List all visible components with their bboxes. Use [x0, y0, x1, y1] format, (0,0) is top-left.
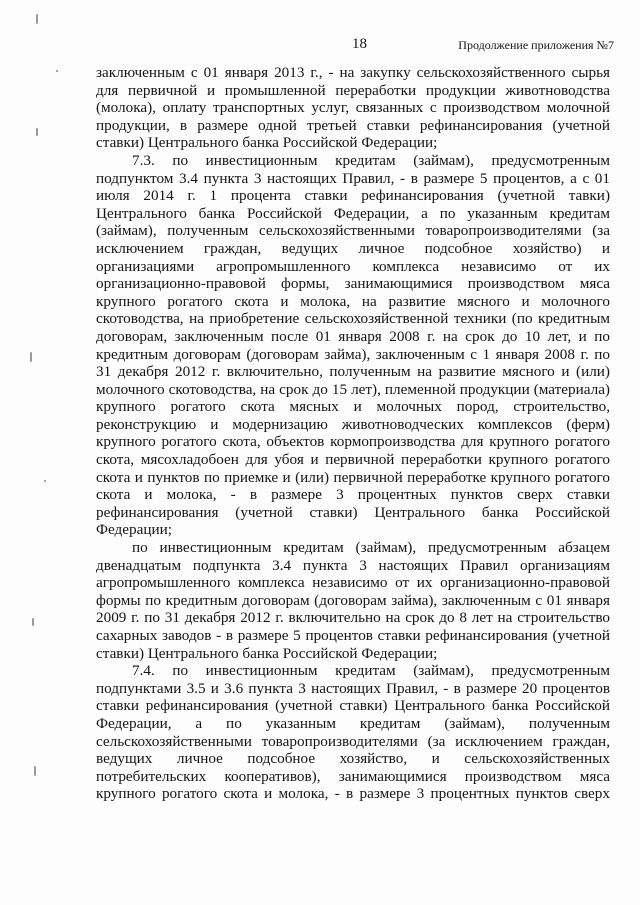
paragraph-continuation: заключенным с 01 января 2013 г., - на закупку сельскохозяйственного сырья для первичной и промышленной переработки продукции животноводства (молока), оплату транспортных услуг, связанных с производством молочной продукции, в размере одной третьей ставки рефинансирования (учетной ставки) Центрального банка Российской Федерации; [96, 64, 610, 152]
paragraph-7-3: 7.3. по инвестиционным кредитам (займам), предусмотренным подпунктом 3.4 пункта 3 настоящих Правил, - в размере 5 процентов, а с 01 июля 2014 г. 1 процента ставки рефинансирования (учетной тавки) Центрального банка Российской Федерации, а по указанным кредитам (займам), полученным сельскохозяйственными товаропроизводителями (за исключением граждан, ведущих личное подсобное хозяйство) и организациями агропромышленного комплекса независимо от их организационно-правовой формы, занимающимися производством мяса крупного рогатого скота и молока, на развитие мясного и молочного скотоводства, на приобретение сельскохозяйственной техники (по кредитным договорам, заключенным после 01 января 2008 г. на срок до 10 лет, и по кредитным договорам (договорам займа), заключенным с 1 января 2008 г. по 31 декабря 2012 г. включительно, полученным на развитие мясного и (или) молочного скотоводства, на срок до 15 лет), племенной продукции (материала) крупного рогатого скота мясных и молочных пород, строительство, реконструкцию и модернизацию животноводческих комплексов (ферм) крупного рогатого скота, объектов кормопроизводства для крупного рогатого скота, мясохладобоен для убоя и первичной переработки крупного рогатого скота и пунктов по приемке и (или) первичной переработке крупного рогатого скота и молока, - в размере 3 процентных пунктов сверх ставки рефинансирования (учетной ставки) Центрального банка Российской Федерации; [96, 151, 610, 539]
scan-mark [36, 128, 38, 136]
paragraph-7-3-sugar: по инвестиционным кредитам (займам), предусмотренным абзацем двенадцатым подпункта 3.4 пункта 3 настоящих Правил организациям агропромышленного комплекса независимо от их организационно-правовой формы по кредитным договорам (договорам займа), заключенным с 01 января 2009 г. по 31 декабря 2012 г. включительно на срок до 8 лет на строительство сахарных заводов - в размере 5 процентов ставки рефинансирования (учетной ставки) Центрального банка Российской Федерации; [96, 539, 610, 662]
scan-mark [44, 480, 46, 482]
scan-mark [30, 352, 32, 362]
scan-mark [56, 70, 58, 72]
scan-mark [36, 14, 38, 24]
scan-mark [32, 618, 34, 626]
scan-mark [34, 766, 36, 776]
paragraph-7-4: 7.4. по инвестиционным кредитам (займам), предусмотренным подпунктами 3.5 и 3.6 пункта 3 настоящих Правил, - в размере 20 процентов ставки рефинансирования (учетной ставки) Центрального банка Российской Федерации, а по указанным кредитам (займам), полученным сельскохозяйственными товаропроизводителями (за исключением граждан, ведущих личное подсобное хозяйство, и сельскохозяйственных потребительских кооперативов), занимающимися производством мяса крупного рогатого скота и молока, - в размере 3 процентных пунктов сверх [96, 662, 610, 803]
page-number: 18 [352, 36, 367, 52]
page-header [0, 36, 640, 56]
document-body [96, 64, 610, 803]
appendix-continuation-note: Продолжение приложения №7 [458, 38, 614, 52]
